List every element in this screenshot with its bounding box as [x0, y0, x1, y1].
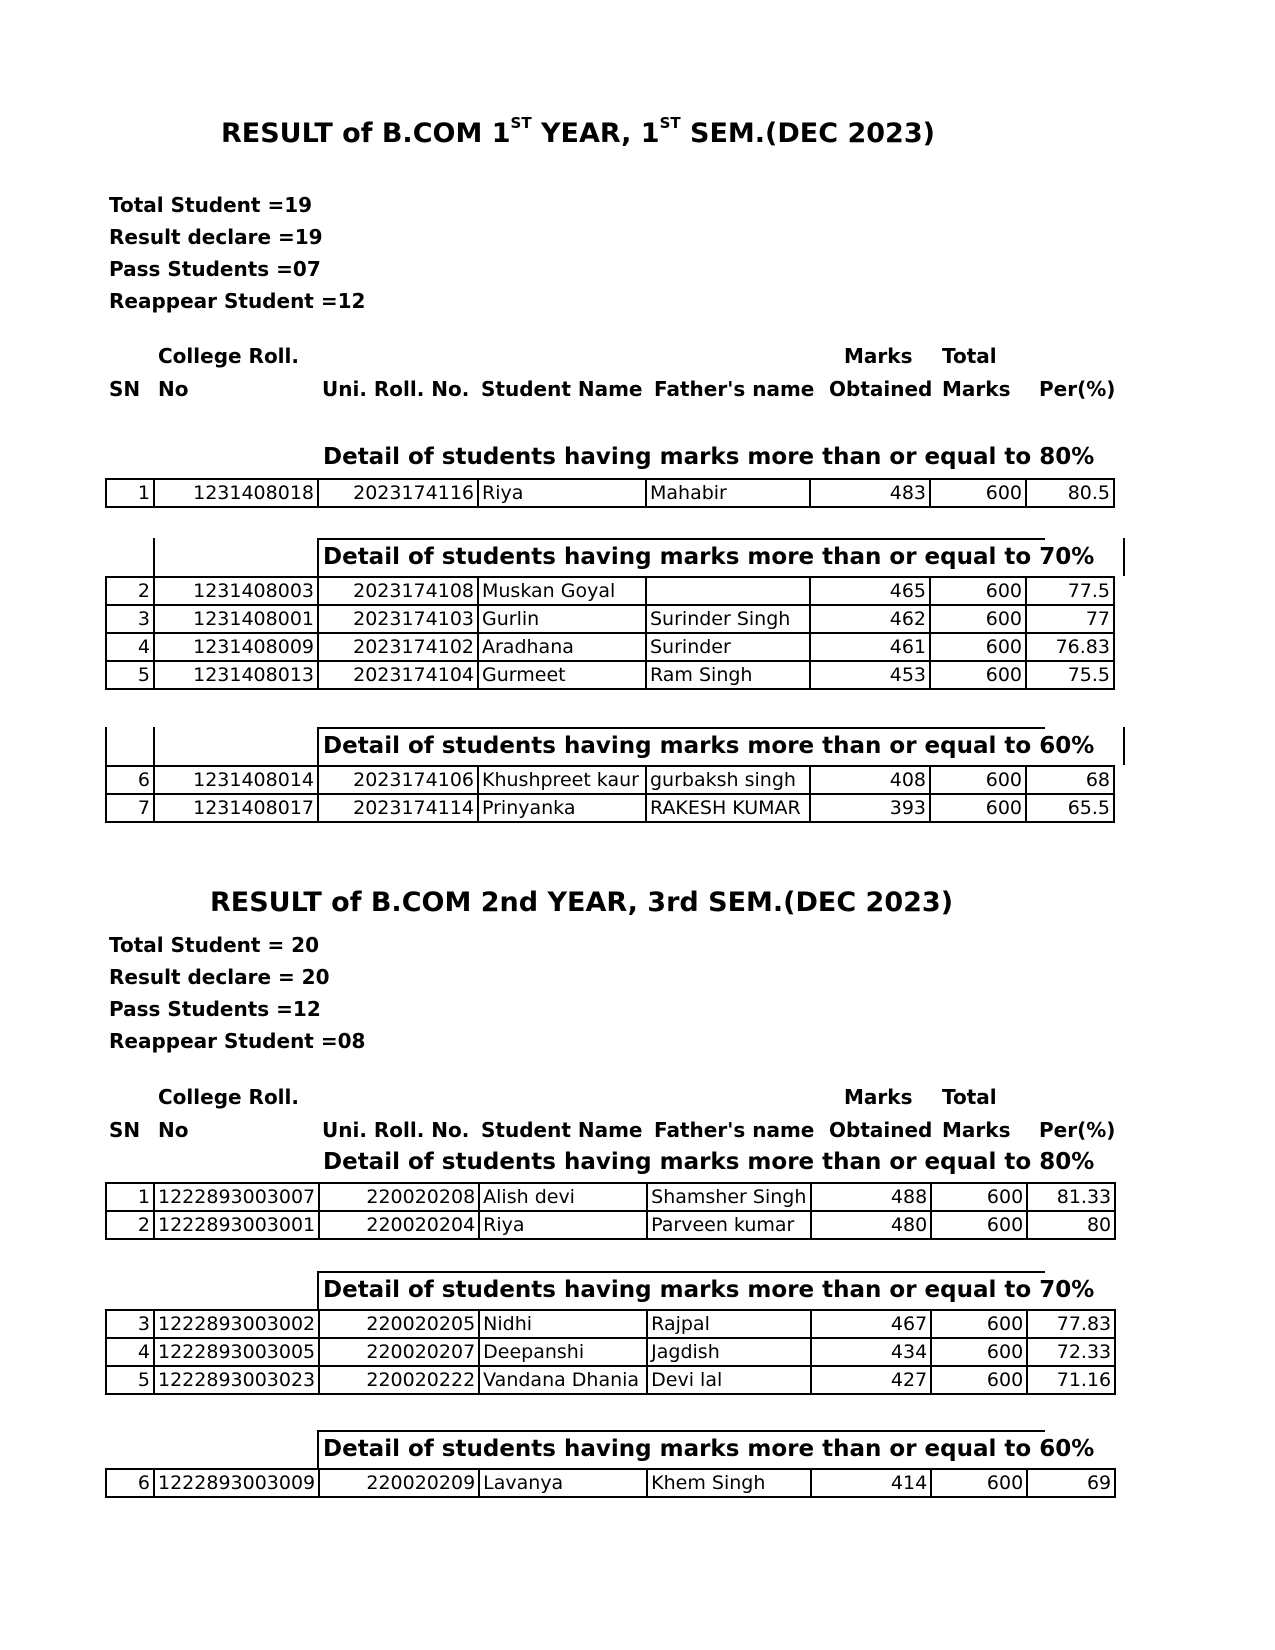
father-name-cell: Devi lal [647, 1366, 811, 1394]
table-row [106, 794, 1114, 822]
section2-column-headers [0, 1085, 1275, 1149]
total-marks-cell: 600 [930, 577, 1026, 605]
col-uni-roll: Uni. Roll. No. [322, 1118, 470, 1142]
percentage-cell: 80 [1027, 1211, 1115, 1239]
college-roll-cell: 1231408013 [154, 661, 318, 689]
college-roll-cell: 1222893003005 [154, 1338, 319, 1366]
col-college-roll-2: No [158, 377, 189, 401]
col-uni-roll: Uni. Roll. No. [322, 377, 470, 401]
college-roll-cell: 1231408017 [154, 794, 318, 822]
total-marks-cell: 600 [930, 661, 1026, 689]
table-row [106, 1469, 1115, 1497]
percentage-cell: 77.83 [1027, 1310, 1115, 1338]
uni-roll-cell: 2023174103 [318, 605, 478, 633]
col-marks-1: Marks [844, 1085, 913, 1109]
col-marks-2: Obtained [829, 1118, 933, 1142]
percentage-cell: 81.33 [1027, 1183, 1115, 1211]
college-roll-cell: 1231408014 [154, 766, 318, 794]
percentage-cell: 76.83 [1026, 633, 1114, 661]
student-name-cell: Riya [478, 479, 646, 507]
sn-cell: 3 [106, 605, 154, 633]
student-name-cell: Khushpreet kaur [478, 766, 646, 794]
table-row [106, 1338, 1115, 1366]
col-sn: SN [109, 377, 141, 401]
marks-obtained-cell: 480 [811, 1211, 931, 1239]
section2-band-60-title: Detail of students having marks more than or equal to 60% [323, 1436, 1095, 1462]
student-name-cell: Muskan Goyal [478, 577, 646, 605]
total-marks-cell: 600 [930, 766, 1026, 794]
section2-table-70 [105, 1309, 1116, 1395]
table-row [106, 1366, 1115, 1394]
student-name-cell: Aradhana [478, 633, 646, 661]
college-roll-cell: 1222893003002 [154, 1310, 319, 1338]
sn-cell: 1 [106, 1183, 154, 1211]
col-sn: SN [109, 1118, 141, 1142]
uni-roll-cell: 2023174106 [318, 766, 478, 794]
sn-cell: 6 [106, 766, 154, 794]
sn-cell: 2 [106, 1211, 154, 1239]
student-name-cell: Alish devi [479, 1183, 647, 1211]
college-roll-cell: 1222893003007 [154, 1183, 319, 1211]
uni-roll-cell: 220020208 [319, 1183, 479, 1211]
total-marks-cell: 600 [930, 633, 1026, 661]
sn-cell: 4 [106, 1338, 154, 1366]
uni-roll-cell: 2023174116 [318, 479, 478, 507]
stat-pass-students: Pass Students =12 [109, 997, 321, 1021]
college-roll-cell: 1231408001 [154, 605, 318, 633]
student-name-cell: Lavanya [479, 1469, 647, 1497]
total-marks-cell: 600 [930, 794, 1026, 822]
stat-result-declare: Result declare =19 [109, 225, 323, 249]
section1-column-headers [0, 344, 1275, 408]
sn-cell: 5 [106, 661, 154, 689]
uni-roll-cell: 2023174108 [318, 577, 478, 605]
father-name-cell: Khem Singh [647, 1469, 811, 1497]
percentage-cell: 65.5 [1026, 794, 1114, 822]
col-college-roll-2: No [158, 1118, 189, 1142]
table-row [106, 633, 1114, 661]
father-name-cell: Surinder [646, 633, 810, 661]
table-row [106, 605, 1114, 633]
sn-cell: 1 [106, 479, 154, 507]
percentage-cell: 77.5 [1026, 577, 1114, 605]
table-row [106, 766, 1114, 794]
father-name-cell: gurbaksh singh [646, 766, 810, 794]
father-name-cell [646, 577, 810, 605]
total-marks-cell: 600 [930, 479, 1026, 507]
col-college-roll-1: College Roll. [158, 1085, 299, 1109]
marks-obtained-cell: 427 [811, 1366, 931, 1394]
col-father-name: Father's name [654, 1118, 815, 1142]
college-roll-cell: 1231408009 [154, 633, 318, 661]
father-name-cell: Parveen kumar [647, 1211, 811, 1239]
section1-band-60-title: Detail of students having marks more than or equal to 60% [323, 733, 1095, 759]
marks-obtained-cell: 488 [811, 1183, 931, 1211]
section1-band-70-title: Detail of students having marks more than or equal to 70% [323, 544, 1095, 570]
table-row [106, 1211, 1115, 1239]
table-row [106, 1310, 1115, 1338]
father-name-cell: Jagdish [647, 1338, 811, 1366]
student-name-cell: Vandana Dhania [479, 1366, 647, 1394]
total-marks-cell: 600 [931, 1469, 1027, 1497]
section2-table-60 [105, 1468, 1116, 1498]
col-per: Per(%) [1039, 1118, 1116, 1142]
marks-obtained-cell: 467 [811, 1310, 931, 1338]
stat-pass-students: Pass Students =07 [109, 257, 321, 281]
section2-band-70-title: Detail of students having marks more than or equal to 70% [323, 1277, 1095, 1303]
student-name-cell: Prinyanka [478, 794, 646, 822]
col-student-name: Student Name [481, 377, 643, 401]
stat-total-student: Total Student =19 [109, 193, 313, 217]
section2-stats [109, 929, 365, 1057]
uni-roll-cell: 220020222 [319, 1366, 479, 1394]
marks-obtained-cell: 408 [810, 766, 930, 794]
col-marks-1: Marks [844, 344, 913, 368]
sn-cell: 6 [106, 1469, 154, 1497]
stat-reappear-student: Reappear Student =12 [109, 289, 366, 313]
uni-roll-cell: 2023174114 [318, 794, 478, 822]
stat-total-student: Total Student = 20 [109, 933, 319, 957]
marks-obtained-cell: 461 [810, 633, 930, 661]
marks-obtained-cell: 462 [810, 605, 930, 633]
total-marks-cell: 600 [931, 1183, 1027, 1211]
college-roll-cell: 1222893003001 [154, 1211, 319, 1239]
father-name-cell: Shamsher Singh [647, 1183, 811, 1211]
uni-roll-cell: 220020209 [319, 1469, 479, 1497]
stat-reappear-student: Reappear Student =08 [109, 1029, 366, 1053]
sn-cell: 2 [106, 577, 154, 605]
col-total-1: Total [942, 1085, 997, 1109]
sn-cell: 5 [106, 1366, 154, 1394]
stat-result-declare: Result declare = 20 [109, 965, 330, 989]
table-row [106, 1183, 1115, 1211]
uni-roll-cell: 220020207 [319, 1338, 479, 1366]
total-marks-cell: 600 [930, 605, 1026, 633]
section1-band-60 [105, 727, 1125, 765]
section2-band-60 [105, 1430, 1125, 1468]
col-college-roll-1: College Roll. [158, 344, 299, 368]
total-marks-cell: 600 [931, 1366, 1027, 1394]
percentage-cell: 80.5 [1026, 479, 1114, 507]
father-name-cell: Mahabir [646, 479, 810, 507]
student-name-cell: Gurlin [478, 605, 646, 633]
percentage-cell: 77 [1026, 605, 1114, 633]
section1-table-80 [105, 478, 1115, 508]
section1-band-70 [105, 538, 1125, 576]
table-row [106, 661, 1114, 689]
section1-table-60 [105, 765, 1115, 823]
marks-obtained-cell: 453 [810, 661, 930, 689]
father-name-cell: Surinder Singh [646, 605, 810, 633]
col-marks-2: Obtained [829, 377, 933, 401]
marks-obtained-cell: 483 [810, 479, 930, 507]
student-name-cell: Nidhi [479, 1310, 647, 1338]
uni-roll-cell: 220020205 [319, 1310, 479, 1338]
college-roll-cell: 1231408003 [154, 577, 318, 605]
col-total-1: Total [942, 344, 997, 368]
sn-cell: 3 [106, 1310, 154, 1338]
college-roll-cell: 1222893003009 [154, 1469, 319, 1497]
table-row [106, 479, 1114, 507]
student-name-cell: Deepanshi [479, 1338, 647, 1366]
section2-table-80 [105, 1182, 1116, 1240]
college-roll-cell: 1222893003023 [154, 1366, 319, 1394]
father-name-cell: RAKESH KUMAR [646, 794, 810, 822]
total-marks-cell: 600 [931, 1310, 1027, 1338]
marks-obtained-cell: 434 [811, 1338, 931, 1366]
section2-band-70 [105, 1271, 1125, 1309]
section1-title: RESULT of B.COM 1ST YEAR, 1ST SEM.(DEC 2023) [221, 114, 935, 149]
table-row [106, 577, 1114, 605]
percentage-cell: 75.5 [1026, 661, 1114, 689]
marks-obtained-cell: 414 [811, 1469, 931, 1497]
uni-roll-cell: 2023174104 [318, 661, 478, 689]
section2-title: RESULT of B.COM 2nd YEAR, 3rd SEM.(DEC 2023) [210, 887, 954, 918]
student-name-cell: Gurmeet [478, 661, 646, 689]
student-name-cell: Riya [479, 1211, 647, 1239]
col-total-2: Marks [942, 1118, 1011, 1142]
section2-band-80-title: Detail of students having marks more than or equal to 80% [323, 1149, 1095, 1175]
total-marks-cell: 600 [931, 1211, 1027, 1239]
marks-obtained-cell: 393 [810, 794, 930, 822]
percentage-cell: 72.33 [1027, 1338, 1115, 1366]
percentage-cell: 68 [1026, 766, 1114, 794]
col-total-2: Marks [942, 377, 1011, 401]
total-marks-cell: 600 [931, 1338, 1027, 1366]
uni-roll-cell: 2023174102 [318, 633, 478, 661]
section1-table-70 [105, 576, 1115, 690]
sn-cell: 7 [106, 794, 154, 822]
col-per: Per(%) [1039, 377, 1116, 401]
father-name-cell: Ram Singh [646, 661, 810, 689]
section1-band-80-title: Detail of students having marks more than or equal to 80% [323, 444, 1095, 470]
marks-obtained-cell: 465 [810, 577, 930, 605]
section1-stats [109, 189, 365, 317]
col-father-name: Father's name [654, 377, 815, 401]
father-name-cell: Rajpal [647, 1310, 811, 1338]
sn-cell: 4 [106, 633, 154, 661]
percentage-cell: 71.16 [1027, 1366, 1115, 1394]
percentage-cell: 69 [1027, 1469, 1115, 1497]
college-roll-cell: 1231408018 [154, 479, 318, 507]
col-student-name: Student Name [481, 1118, 643, 1142]
uni-roll-cell: 220020204 [319, 1211, 479, 1239]
